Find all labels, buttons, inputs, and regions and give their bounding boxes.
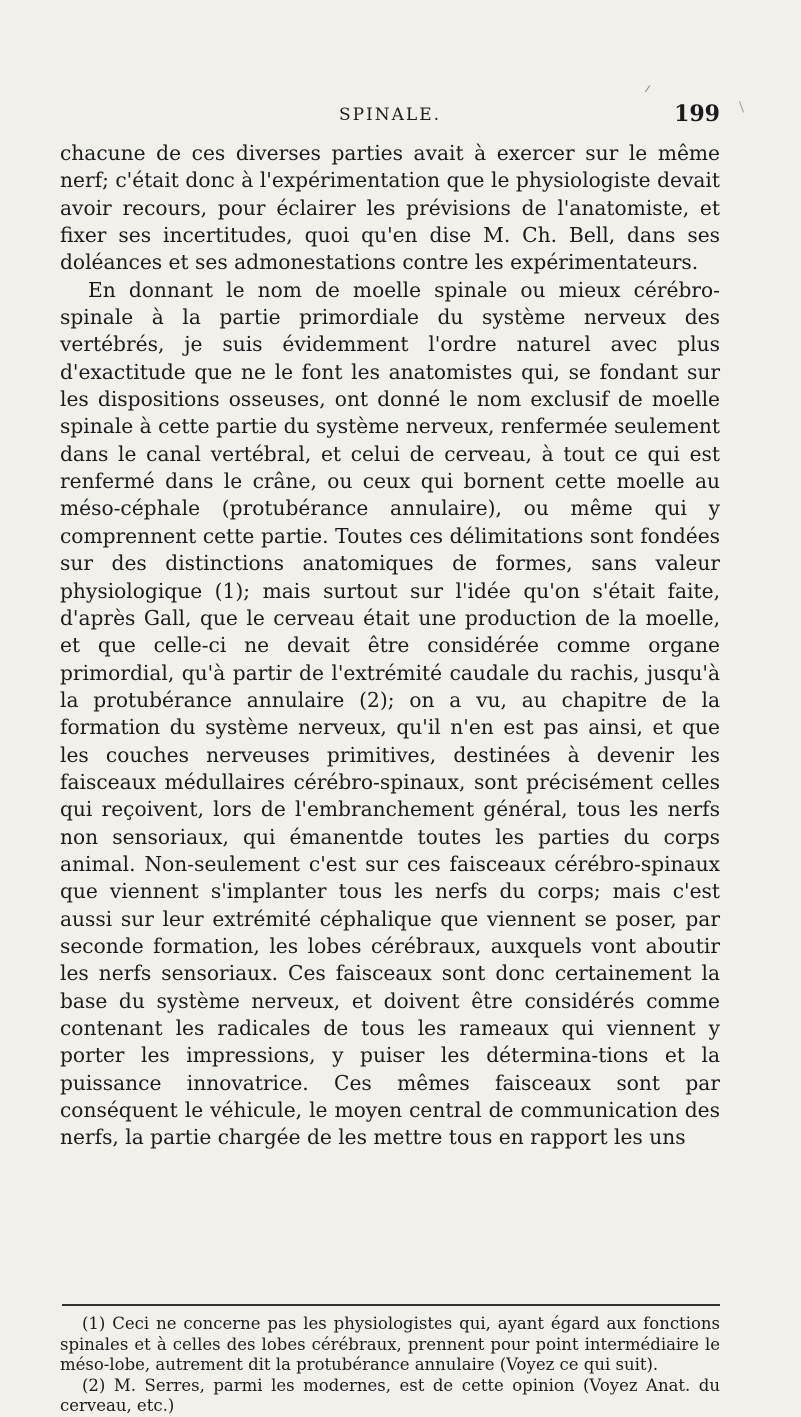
footnotes — [60, 1314, 720, 1417]
running-title: SPINALE. — [338, 105, 442, 125]
footnote: (1) Ceci ne concerne pas les physiologistes qui, ayant égard aux fonctions spinales et à celles des lobes cérébraux, prennent pour point intermédiaire le méso-lobe, autrement dit la protubérance annulaire (Voyez ce qui suit). — [60, 1314, 720, 1374]
footnote-divider — [62, 1304, 720, 1306]
scan-mark — [645, 85, 651, 93]
paragraph: chacune de ces diverses parties avait à exercer sur le même nerf; c'était donc à l'expérimentation que le physiologiste devait avoir recours, pour éclairer les prévisions de l'anatomiste, et fixer ses incertitudes, quoi qu'en dise M. Ch. Bell, dans ses doléances et ses admonestations contre les expérimentateurs. — [60, 141, 720, 275]
running-head — [60, 101, 720, 139]
page-number: 199 — [674, 101, 720, 127]
body-text — [60, 140, 720, 1152]
paragraph: En donnant le nom de moelle spinale ou mieux cérébro-spinale à la partie primordiale du système nerveux des vertébrés, je suis évidemment l'ordre naturel avec plus d'exactitude que ne le font les anatomistes qui, se fondant sur les dispositions osseuses, ont donné le nom exclusif de moelle spinale à cette partie du système nerveux, renfermée seulement dans le canal vertébral, et celui de cerveau, à tout ce qui est renfermé dans le crâne, ou ceux qui bornent cette moelle au méso-céphale (protubérance annulaire), ou même qui y comprennent cette partie. Toutes ces délimitations sont fondées sur des distinctions anatomiques de formes, sans valeur physiologique (1); mais surtout sur l'idée qu'on s'était faite, d'après Gall, que le cerveau était une production de la moelle, et que celle-ci ne devait être considérée comme organe primordial, qu'à partir de l'extrémité caudale du rachis, jusqu'à la protubérance annulaire (2); on a vu, au chapitre de la formation du système nerveux, qu'il n'en est pas ainsi, et que les couches nerveuses primitives, destinées à devenir les faisceaux médullaires cérébro-spinaux, sont précisément celles qui reçoivent, lors de l'embranchement général, tous les nerfs non sensoriaux, qui émanentde toutes les parties du corps animal. Non-seulement c'est sur ces faisceaux cérébro-spinaux que viennent s'implanter tous les nerfs du corps; mais c'est aussi sur leur extrémité céphalique que viennent se poser, par seconde formation, les lobes cérébraux, auxquels vont aboutir les nerfs sensoriaux. Ces faisceaux sont donc certainement la base du système nerveux, et doivent être considérés comme contenant les radicales de tous les rameaux qui viennent y porter les impressions, y puiser les détermina-tions et la puissance innovatrice. Ces mêmes faisceaux sont par conséquent le véhicule, le moyen central de communication des nerfs, la partie chargée de les mettre tous en rapport les uns — [60, 277, 720, 1150]
footnote: (2) M. Serres, parmi les modernes, est de cette opinion (Voyez Anat. du cerveau, etc.) — [60, 1375, 720, 1415]
scan-mark — [738, 101, 744, 113]
